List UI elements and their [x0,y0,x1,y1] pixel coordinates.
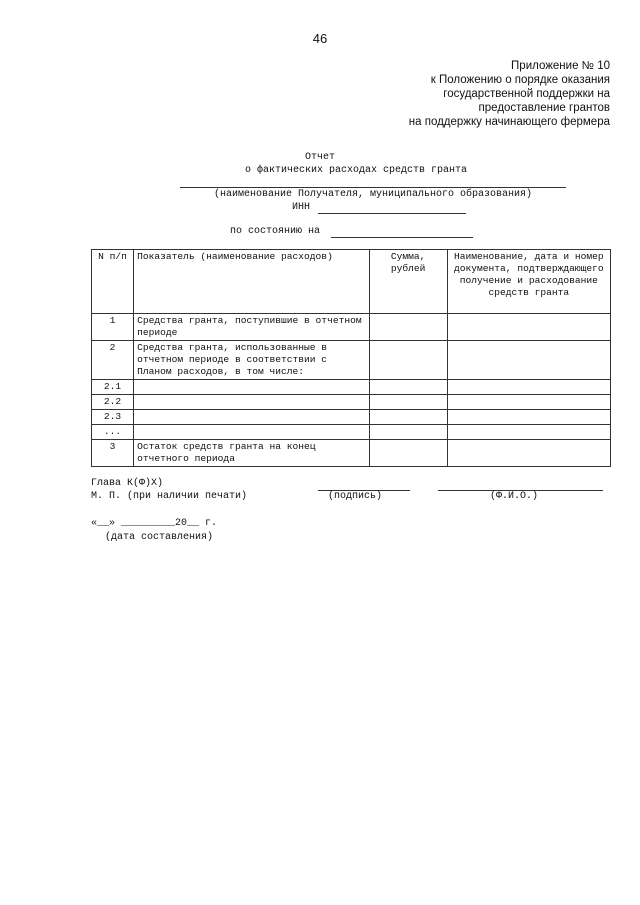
report-subtitle: о фактических расходах средств гранта [244,165,468,176]
head-label: Глава К(Ф)Х) [91,478,164,489]
report-title: Отчет [304,152,335,163]
row-label [134,425,369,440]
page-number: 46 [312,31,328,46]
row-sum [369,341,447,380]
table-row [92,395,611,410]
row-doc [447,425,610,440]
row-sum [369,425,447,440]
row-num: 2.3 [92,410,134,425]
table-row [92,341,611,380]
row-num: ... [92,425,134,440]
row-label: Средства гранта, поступившие в отчетном периоде [134,314,369,341]
row-doc [447,341,610,380]
appendix-header [310,59,610,129]
header-sum: Сумма, рублей [369,250,447,314]
table-row [92,314,611,341]
row-doc [447,314,610,341]
row-label [134,410,369,425]
inn-label: ИНН [292,202,311,213]
row-num: 2.2 [92,395,134,410]
appendix-line: к Положению о порядке оказания [430,74,610,86]
recipient-caption: (наименование Получателя, муниципального образования) [214,189,533,200]
row-doc [447,440,610,467]
row-num: 1 [92,314,134,341]
stamp-label: М. П. (при наличии печати) [91,491,248,502]
recipient-line [180,187,566,188]
report-table [91,249,611,467]
table-row [92,410,611,425]
appendix-line: на поддержку начинающего фермера [408,116,610,128]
as-of-field-line [331,237,473,238]
date-caption: (дата составления) [105,532,214,543]
signature-caption: (подпись) [328,491,383,502]
header-num: N п/п [92,250,134,314]
date-line: «__» _________20__ г. [91,518,218,529]
table-row [92,425,611,440]
table-header-row [92,250,611,314]
header-document: Наименование, дата и номер документа, подтверждающего получение и расходование средств гранта [447,250,610,314]
header-indicator: Показатель (наименование расходов) [134,250,369,314]
appendix-line: предоставление грантов [478,102,610,114]
appendix-line: государственной поддержки на [443,88,610,100]
row-doc [447,380,610,395]
table-row [92,380,611,395]
row-sum [369,410,447,425]
row-sum [369,440,447,467]
row-doc [447,395,610,410]
row-label: Средства гранта, использованные в отчетном периоде в соответствии с Планом расходов, в том числе: [134,341,369,380]
row-doc [447,410,610,425]
name-caption: (Ф.И.О.) [490,491,539,502]
inn-field-line [318,213,466,214]
row-num: 2 [92,341,134,380]
row-label [134,395,369,410]
row-label: Остаток средств гранта на конец отчетного периода [134,440,369,467]
row-num: 3 [92,440,134,467]
row-sum [369,380,447,395]
table-row [92,440,611,467]
row-sum [369,314,447,341]
row-sum [369,395,447,410]
appendix-line: Приложение № 10 [511,60,610,72]
row-label [134,380,369,395]
row-num: 2.1 [92,380,134,395]
as-of-label: по состоянию на [230,226,321,237]
